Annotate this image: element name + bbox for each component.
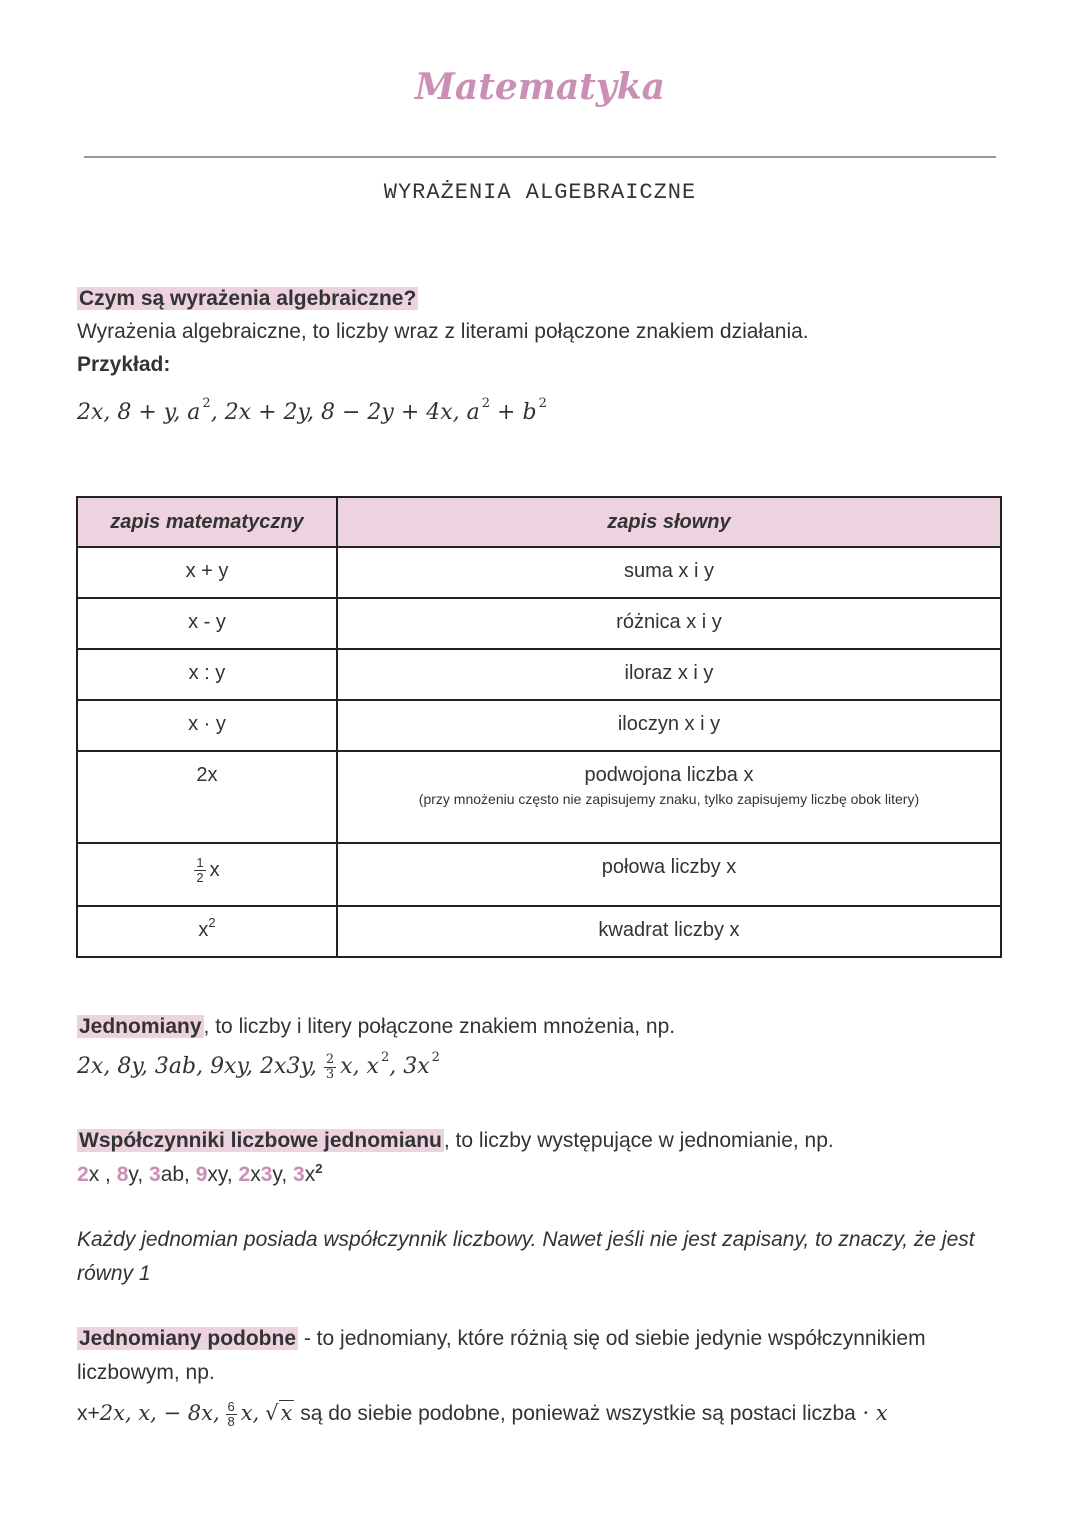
table-cell-math: x + y	[77, 547, 337, 598]
fraction-numerator: 1	[196, 855, 204, 870]
exponent: 2	[481, 396, 491, 411]
exponent: 2	[380, 1050, 390, 1065]
exponent: 2	[315, 1161, 323, 1176]
fraction-denominator: 3	[325, 1066, 335, 1082]
coefficient-rest: ab,	[160, 1163, 196, 1186]
column-header-math: zapis matematyczny	[77, 497, 337, 547]
table-row	[77, 598, 1001, 649]
table-row	[77, 906, 1001, 957]
exponent: 2	[208, 915, 216, 930]
table-header-row	[77, 497, 1001, 547]
coefficient: 2	[238, 1163, 251, 1186]
coefficient-rest: y,	[272, 1163, 294, 1186]
table-row	[77, 547, 1001, 598]
intro-example-part1: 2x, 8 + y, a	[77, 400, 201, 425]
similar-text: - to jednomiany, które różnią się od siebie jedynie współczynnikiem liczbowym, np.	[77, 1327, 926, 1384]
coefficient: 3	[260, 1163, 273, 1186]
similar-example-part1: 2x, x, − 8x,	[99, 1401, 220, 1425]
similar-example	[77, 1396, 888, 1431]
coefficient: 9	[195, 1163, 208, 1186]
coefficient: 3	[293, 1163, 305, 1186]
fraction	[226, 1400, 237, 1429]
intro-example-part3: + b	[490, 400, 537, 425]
monomials-example-part2: x, x	[340, 1054, 379, 1079]
square-root: √x	[265, 1401, 293, 1425]
monomials-example-part3: , 3x	[389, 1054, 430, 1079]
coefficient: 8	[116, 1163, 129, 1186]
similar-term: Jednomiany podobne	[79, 1327, 297, 1350]
table-cell-math	[77, 906, 337, 957]
column-header-words: zapis słowny	[337, 497, 1001, 547]
similar-example-text: są do siebie podobne, ponieważ wszystkie są postaci liczba	[294, 1402, 856, 1425]
fraction-denominator: 8	[227, 1413, 235, 1429]
coefficient-rest: xy,	[207, 1163, 239, 1186]
intro-question	[77, 282, 418, 316]
table-cell-words-text: podwojona liczba x	[584, 764, 754, 786]
exponent: 2	[202, 396, 211, 411]
table-cell-words: kwadrat liczby x	[337, 906, 1001, 957]
table-cell-math: x - y	[77, 598, 337, 649]
table-cell-words: różnica x i y	[337, 598, 1001, 649]
table-cell-math: 2x	[77, 751, 337, 843]
coefficient-rest: y,	[128, 1163, 150, 1186]
coefficients-term: Współczynniki liczbowe jednomianu	[79, 1129, 442, 1152]
intro-example	[77, 396, 547, 433]
table-cell-words: iloraz x i y	[337, 649, 1001, 700]
table-cell-math: x · y	[77, 700, 337, 751]
header-divider	[84, 156, 996, 158]
coefficient-rest: x	[304, 1163, 316, 1186]
monomials-example	[77, 1050, 440, 1087]
similar-example-prefix: x+	[77, 1402, 100, 1425]
coefficients-text: , to liczby występujące w jednomianie, np.	[443, 1129, 834, 1152]
coefficient: 3	[149, 1163, 161, 1186]
table-cell-math: x : y	[77, 649, 337, 700]
coefficient-note: Każdy jednomian posiada współczynnik liczbowy. Nawet jeśli nie jest zapisany, to znaczy, że jest równy 1	[77, 1228, 975, 1285]
coefficient-rest: x	[250, 1163, 261, 1186]
fraction	[324, 1053, 336, 1082]
table-row	[77, 649, 1001, 700]
table-cell-words: suma x i y	[337, 547, 1001, 598]
section-title: WYRAŻENIA ALGEBRAICZNE	[383, 180, 697, 205]
exponent: 2	[538, 396, 547, 411]
table-cell-words	[337, 751, 1001, 843]
expressions-table	[76, 496, 1002, 958]
table-cell-math-var: x	[209, 858, 220, 881]
exponent: 2	[431, 1050, 440, 1065]
fraction-denominator: 2	[196, 870, 204, 885]
table-cell-math	[77, 843, 337, 906]
table-cell-words: połowa liczby x	[337, 843, 1001, 906]
square-root-var: x	[280, 1401, 293, 1425]
table-cell-note: (przy mnożeniu często nie zapisujemy znaku, tylko zapisujemy liczbę obok litery)	[418, 791, 920, 807]
similar-example-end: · x	[855, 1401, 888, 1425]
similar-definition	[77, 1322, 977, 1390]
table-cell-words: iloczyn x i y	[337, 700, 1001, 751]
example-label: Przykład:	[77, 353, 171, 376]
coefficients-example	[77, 1158, 322, 1194]
monomials-text: , to liczby i litery połączone znakiem mnożenia, np.	[203, 1015, 676, 1038]
monomials-definition	[77, 1010, 675, 1044]
fraction	[194, 856, 205, 885]
fraction-numerator: 2	[325, 1051, 335, 1067]
page-title: Matematyka	[415, 66, 665, 108]
intro-example-part2: , 2x + 2y, 8 − 2y + 4x, a	[210, 400, 480, 425]
intro-definition: Wyrażenia algebraiczne, to liczby wraz z literami połączone znakiem działania.	[77, 320, 809, 343]
table-cell-math-var: x	[198, 919, 209, 941]
monomials-term: Jednomiany	[79, 1015, 202, 1038]
table-row	[77, 843, 1001, 906]
table-row	[77, 751, 1001, 843]
coefficient: 2	[77, 1163, 89, 1186]
coefficients-definition	[77, 1124, 834, 1158]
table-row	[77, 700, 1001, 751]
fraction-numerator: 6	[227, 1398, 235, 1414]
similar-example-part2: x,	[240, 1401, 260, 1425]
intro-question-text: Czym są wyrażenia algebraiczne?	[79, 287, 417, 310]
coefficient-rest: x ,	[88, 1163, 117, 1186]
monomials-example-part1: 2x, 8y, 3ab, 9xy, 2x3y,	[77, 1054, 317, 1079]
